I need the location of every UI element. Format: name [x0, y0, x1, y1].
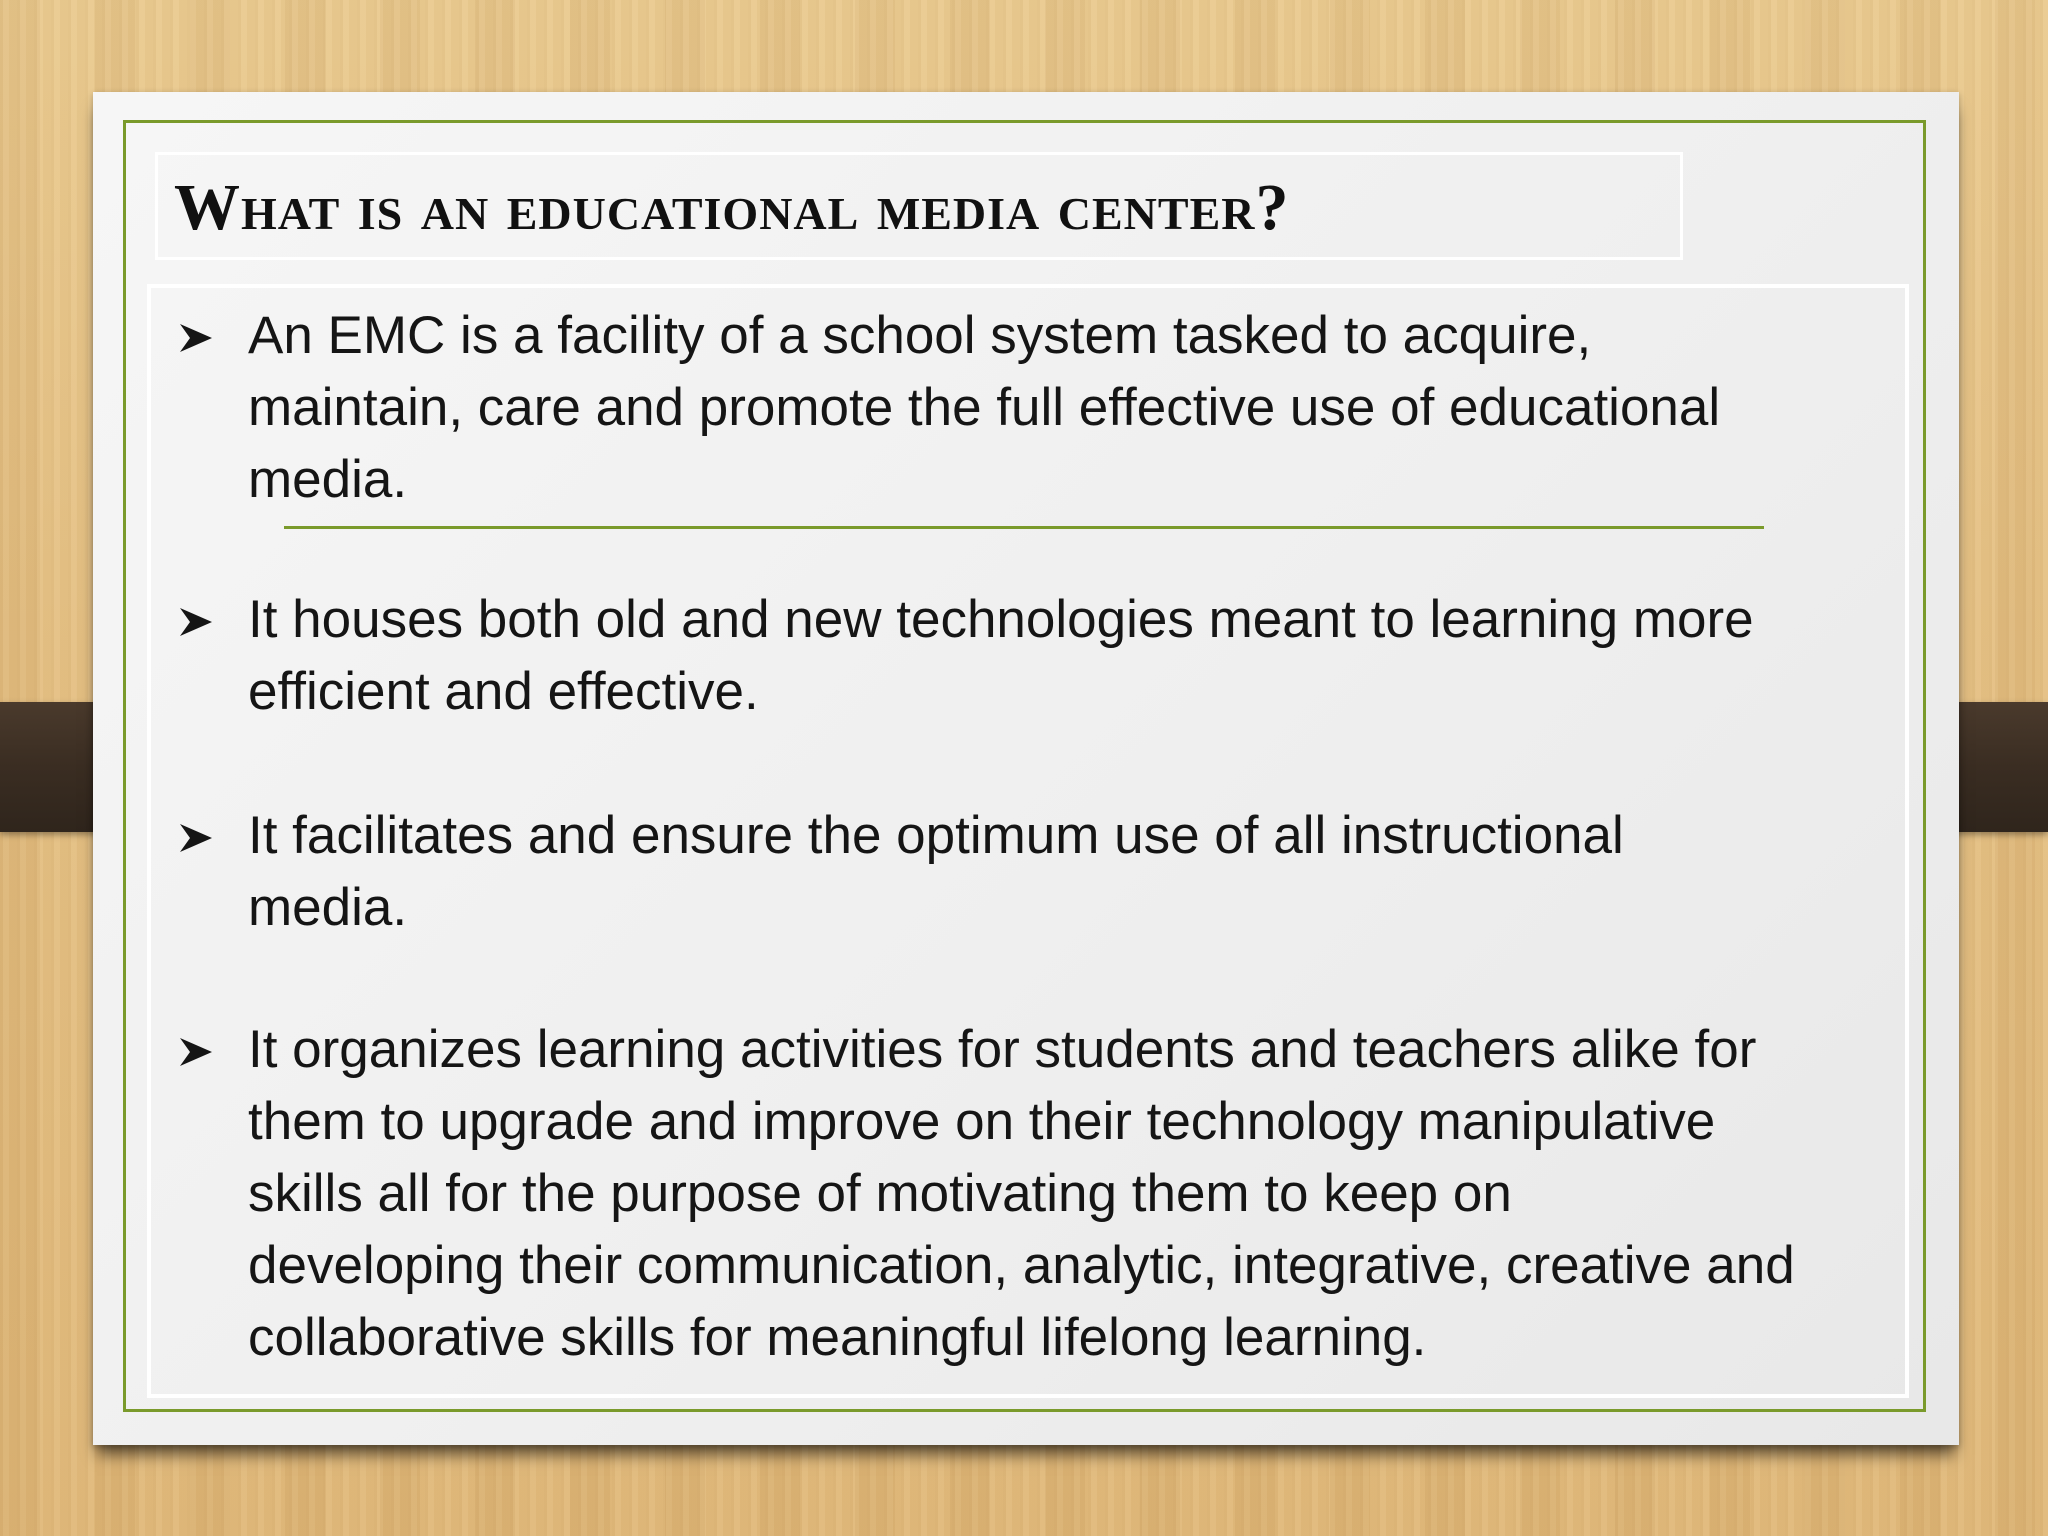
arrowhead-bullet-icon	[176, 818, 216, 858]
bullet-text: It organizes learning activities for students and teachers alike for them to upgrade and improve on their technology manipulative skills all for the purpose of motivating them to keep on developing their communication, analytic, integrative, creative and collaborative skills for meaningful lifelong learning.	[248, 1020, 1795, 1367]
arrowhead-bullet-icon	[176, 1032, 216, 1072]
bullet-text: An EMC is a facility of a school system tasked to acquire, maintain, care and promote the full effective use of educational media.	[248, 306, 1721, 509]
arrowhead-bullet-icon	[176, 602, 216, 642]
bullet-text: It facilitates and ensure the optimum use of all instructional media.	[248, 806, 1624, 937]
bullet-text: It houses both old and new technologies meant to learning more efficient and effective.	[248, 590, 1754, 721]
divider-line	[284, 526, 1764, 529]
arrowhead-bullet-icon	[176, 318, 216, 358]
slide-title: What is an educational media center?	[174, 171, 1290, 244]
